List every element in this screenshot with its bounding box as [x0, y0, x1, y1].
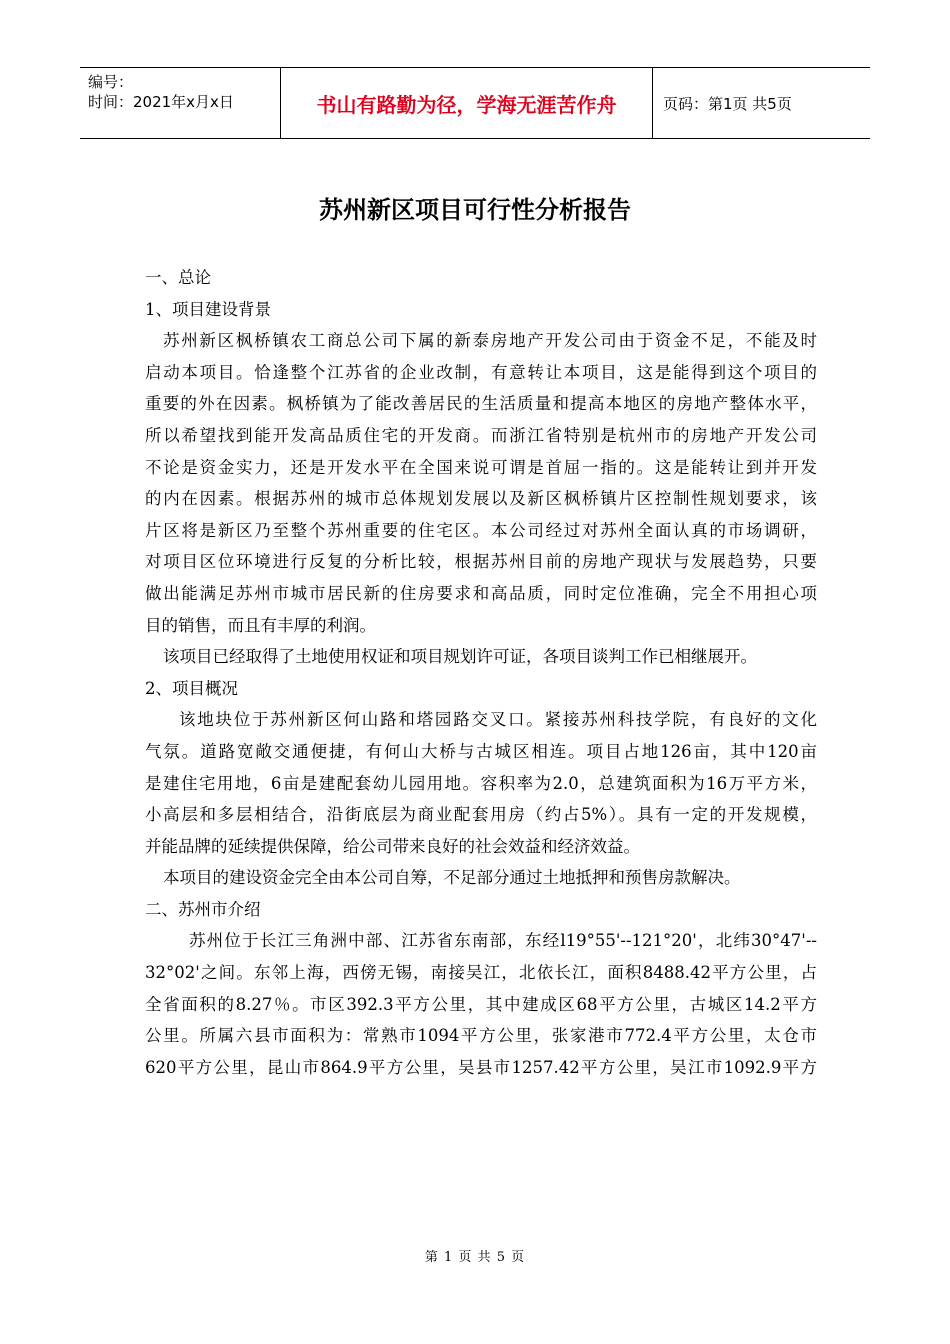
page-footer: 第 1 页 共 5 页 — [424, 1250, 526, 1265]
body-line: 该项目已经取得了土地使用权证和项目规划许可证，各项目谈判工作已相继展开。 — [163, 647, 757, 667]
body-line: 该地块位于苏州新区何山路和塔园路交叉口。紧接苏州科技学院，有良好的文化 — [179, 710, 817, 730]
body-line: 启动本项目。恰逢整个江苏省的企业改制，有意转让本项目，这是能得到这个项目的 — [145, 362, 817, 382]
body-line: 32°02'之间。东邻上海，西傍无锡，南接吴江，北依长江，面积8488.42平方公里，占 — [145, 963, 817, 983]
body-line: 全省面积的8.27％。市区392.3平方公里，其中建成区68平方公里，古城区14.2平方 — [145, 994, 817, 1014]
header-table — [80, 67, 870, 139]
body-line: 重要的外在因素。枫桥镇为了能改善居民的生活质量和提高本地区的房地产整体水平， — [145, 394, 817, 414]
header-motto-cell — [280, 68, 653, 138]
body-line: 2、项目概况 — [145, 678, 238, 698]
page-info: 页码：第1页 共5页 — [663, 94, 792, 113]
number-label: 编号： — [88, 73, 134, 91]
body-line: 1、项目建设背景 — [145, 299, 271, 319]
time-label: 时间：2021年x月x日 — [88, 93, 234, 111]
motto-text: 书山有路勤为径，学海无涯苦作舟 — [316, 92, 617, 117]
body-line: 小高层和多层相结合，沿街底层为商业配套用房（约占5%）。具有一定的开发规模， — [145, 805, 817, 825]
document-title: 苏州新区项目可行性分析报告 — [319, 196, 631, 224]
body-line: 是建住宅用地，6亩是建配套幼儿园用地。容积率为2.0，总建筑面积为16万平方米， — [145, 773, 817, 793]
body-line: 620平方公里，昆山市864.9平方公里，吴县市1257.42平方公里，吴江市1092.9平方 — [145, 1057, 817, 1077]
body-line: 苏州新区枫桥镇农工商总公司下属的新泰房地产开发公司由于资金不足，不能及时 — [163, 331, 817, 351]
body-line: 片区将是新区乃至整个苏州重要的住宅区。本公司经过对苏州全面认真的市场调研， — [145, 520, 817, 540]
body-line: 目的销售，而且有丰厚的利润。 — [145, 615, 376, 635]
body-line: 公里。所属六县市面积为：常熟市1094平方公里，张家港市772.4平方公里，太仓市 — [145, 1026, 817, 1046]
body-line: 不论是资金实力，还是开发水平在全国来说可谓是首屈一指的。这是能转让到并开发 — [145, 457, 817, 477]
header-meta — [80, 68, 280, 138]
body-line: 的内在因素。根据苏州的城市总体规划发展以及新区枫桥镇片区控制性规划要求，该 — [145, 489, 817, 509]
body-line: 对项目区位环境进行反复的分析比较，根据苏州目前的房地产现状与发展趋势，只要 — [145, 552, 817, 572]
body-line: 做出能满足苏州市城市居民新的住房要求和高品质，同时定位准确，完全不用担心项 — [145, 583, 817, 603]
body-line: 气氛。道路宽敞交通便捷，有何山大桥与古城区相连。项目占地126亩，其中120亩 — [145, 741, 817, 761]
body-line: 二、苏州市介绍 — [145, 899, 261, 919]
body-line: 并能品牌的延续提供保障，给公司带来良好的社会效益和经济效益。 — [145, 836, 640, 856]
body-line: 苏州位于长江三角洲中部、江苏省东南部，东经l19°55'--121°20'，北纬30°47'-- — [189, 931, 817, 951]
body-line: 一、总论 — [145, 268, 211, 287]
document-body — [145, 262, 817, 1083]
body-line: 所以希望找到能开发高品质住宅的开发商。而浙江省特别是杭州市的房地产开发公司 — [145, 425, 817, 445]
body-line: 本项目的建设资金完全由本公司自筹，不足部分通过土地抵押和预售房款解决。 — [163, 868, 741, 888]
